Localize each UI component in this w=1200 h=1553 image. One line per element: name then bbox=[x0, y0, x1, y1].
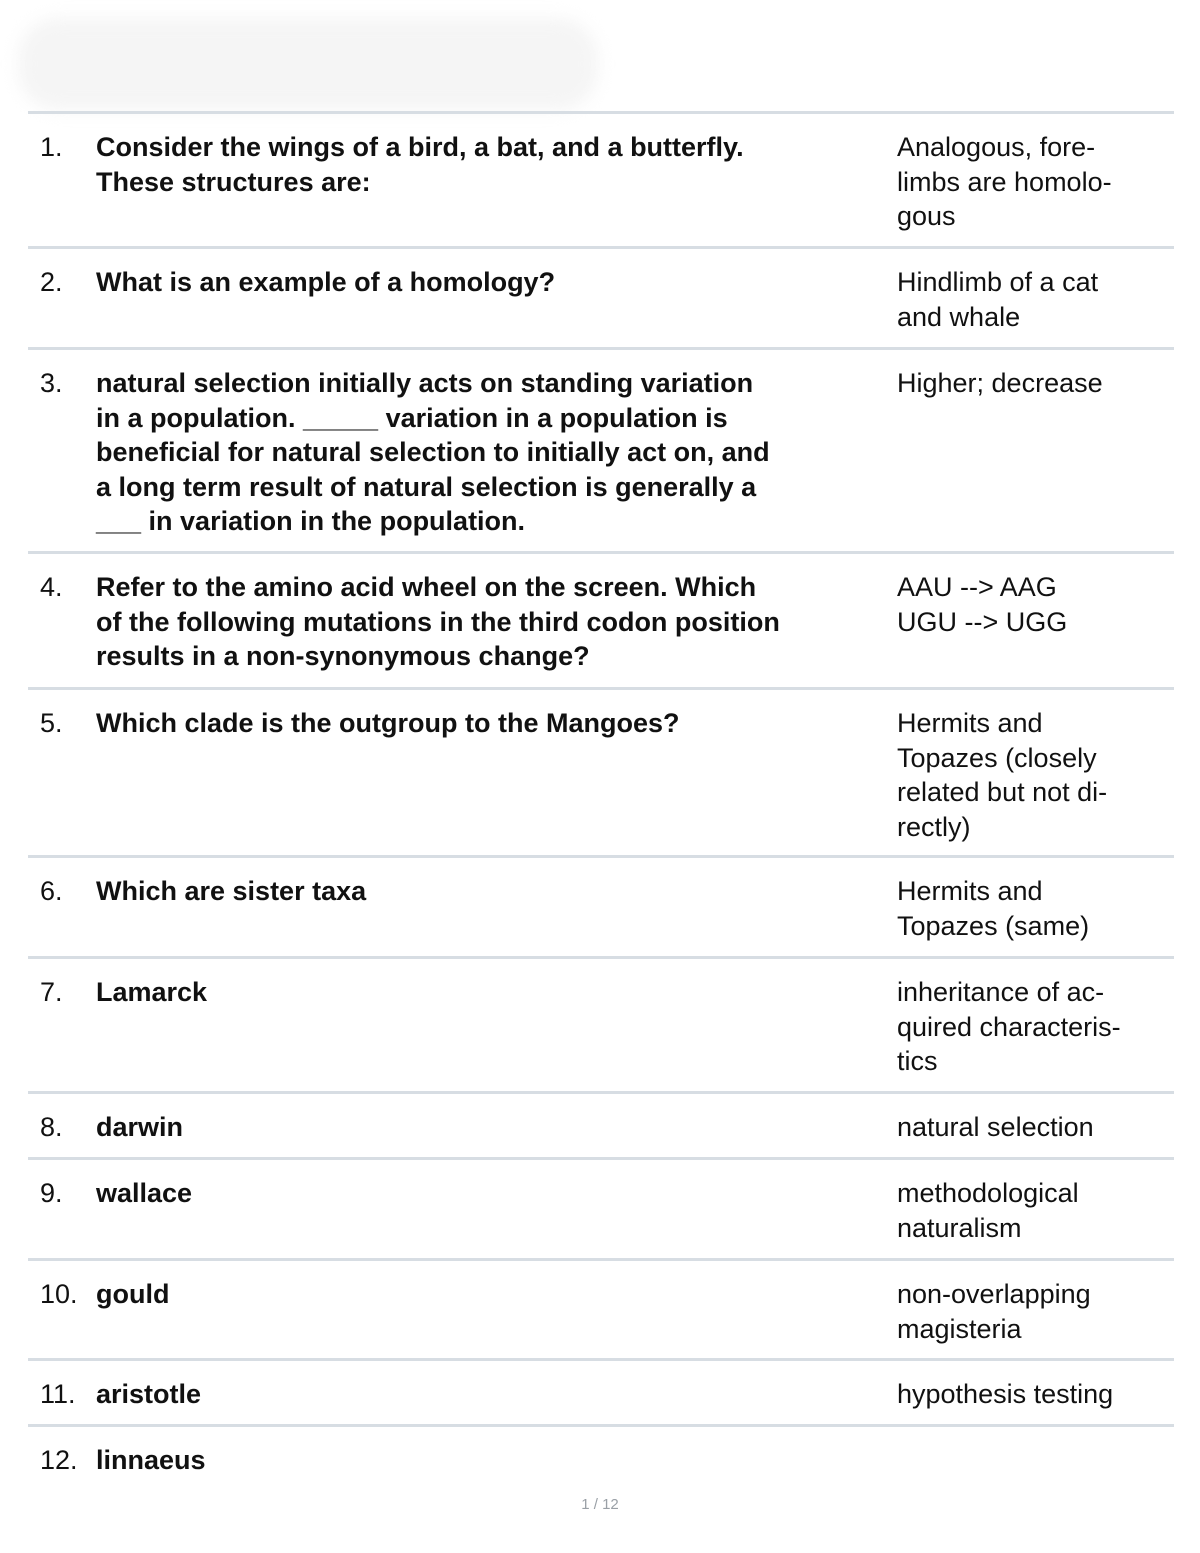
card-number: 12. bbox=[40, 1445, 78, 1475]
card-definition: natural selection bbox=[897, 1112, 1094, 1142]
card-row bbox=[28, 687, 1174, 855]
card-definition: methodological naturalism bbox=[897, 1178, 1079, 1243]
card-term: Lamarck bbox=[96, 977, 208, 1007]
card-row bbox=[28, 347, 1174, 551]
card-term: natural selection initially acts on standing variation in a population. _____ variation in a population is beneficial for natural selection to initially act on, and a long term result of natural selection is generally a ___ in variation in the population. bbox=[96, 368, 770, 536]
card-definition: Hermits and Topazes (closely related but not di- rectly) bbox=[897, 708, 1108, 842]
card-term: darwin bbox=[96, 1112, 184, 1142]
card-number: 8. bbox=[40, 1112, 63, 1142]
flashcard-list bbox=[28, 111, 1174, 1490]
card-definition: Analogous, fore- limbs are homolo- gous bbox=[897, 132, 1112, 231]
card-term: gould bbox=[96, 1279, 170, 1309]
card-row bbox=[28, 1258, 1174, 1358]
card-definition: Higher; decrease bbox=[897, 368, 1103, 398]
card-number: 9. bbox=[40, 1178, 63, 1208]
card-row bbox=[28, 855, 1174, 956]
card-row bbox=[28, 1157, 1174, 1258]
card-row bbox=[28, 1424, 1174, 1490]
card-number: 7. bbox=[40, 977, 63, 1007]
card-definition: Hermits and Topazes (same) bbox=[897, 876, 1090, 941]
card-number: 4. bbox=[40, 572, 63, 602]
card-row bbox=[28, 956, 1174, 1091]
card-number: 5. bbox=[40, 708, 63, 738]
card-number: 1. bbox=[40, 132, 63, 162]
card-row bbox=[28, 1358, 1174, 1424]
card-definition: non-overlapping magisteria bbox=[897, 1279, 1091, 1344]
card-row bbox=[28, 246, 1174, 347]
card-term: wallace bbox=[96, 1178, 193, 1208]
card-term: aristotle bbox=[96, 1379, 202, 1409]
card-definition: AAU --> AAG UGU --> UGG bbox=[897, 572, 1068, 637]
card-term: Which are sister taxa bbox=[96, 876, 367, 906]
card-row bbox=[28, 1091, 1174, 1157]
card-term: linnaeus bbox=[96, 1445, 206, 1475]
card-definition: inheritance of ac- quired characteris- tics bbox=[897, 977, 1121, 1076]
card-row bbox=[28, 111, 1174, 246]
card-number: 3. bbox=[40, 368, 63, 398]
card-row bbox=[28, 551, 1174, 687]
card-term: What is an example of a homology? bbox=[96, 267, 556, 297]
card-number: 6. bbox=[40, 876, 63, 906]
page-indicator: 1 / 12 bbox=[581, 1496, 619, 1513]
card-definition: Hindlimb of a cat and whale bbox=[897, 267, 1099, 332]
card-term: Refer to the amino acid wheel on the screen. Which of the following mutations in the third codon position results in a non-synonymous change? bbox=[96, 572, 780, 671]
card-term: Consider the wings of a bird, a bat, and a butterfly. These structures are: bbox=[96, 132, 744, 197]
redacted-header bbox=[18, 18, 598, 110]
card-number: 10. bbox=[40, 1279, 78, 1309]
card-term: Which clade is the outgroup to the Mangoes? bbox=[96, 708, 680, 738]
card-number: 2. bbox=[40, 267, 63, 297]
card-definition: hypothesis testing bbox=[897, 1379, 1114, 1409]
card-number: 11. bbox=[40, 1379, 76, 1409]
